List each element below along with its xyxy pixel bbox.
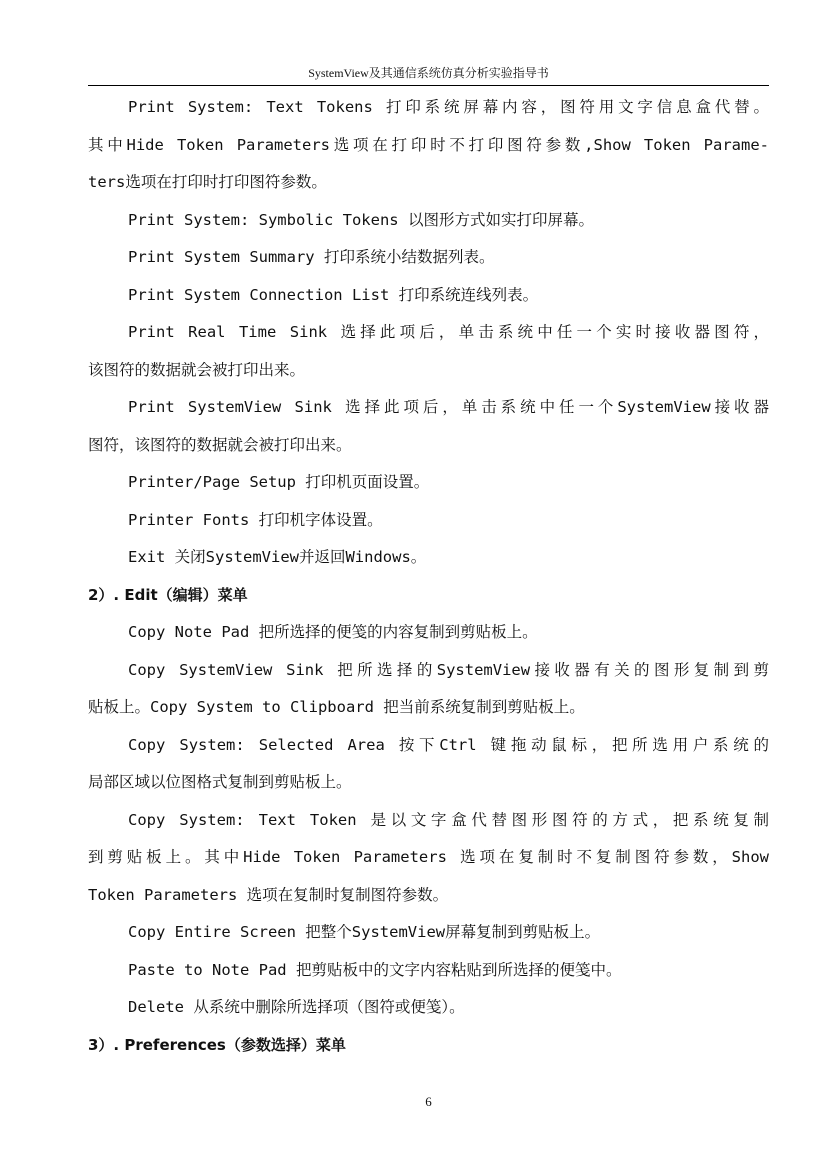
paragraph-line: Print System: Symbolic Tokens 以图形方式如实打印屏幕。 — [128, 211, 594, 229]
paragraph-line: Copy Note Pad 把所选择的便笺的内容复制到剪贴板上。 — [128, 623, 538, 641]
paragraph-line: Copy Entire Screen 把整个SystemView屏幕复制到剪贴板上。 — [128, 923, 601, 941]
paragraph-line: ters选项在打印时打印图符参数。 — [88, 173, 327, 191]
paragraph-line: 到剪贴板上。其中Hide Token Parameters 选项在复制时不复制图符参数，Show — [88, 848, 769, 866]
paragraph-line: 其中Hide Token Parameters选项在打印时不打印图符参数,Show Token Parame- — [88, 136, 769, 154]
paragraph-line: Print Real Time Sink 选择此项后，单击系统中任一个实时接收器图符， — [128, 323, 769, 341]
paragraph-line: Token Parameters 选项在复制时复制图符参数。 — [88, 886, 449, 904]
section-heading-edit: 2）. Edit（编辑）菜单 — [88, 586, 248, 604]
paragraph-line: Delete 从系统中删除所选择项（图符或便笺）。 — [128, 998, 465, 1016]
paragraph-line: Printer/Page Setup 打印机页面设置。 — [128, 473, 430, 491]
page-number: 6 — [425, 1094, 432, 1109]
paragraph-line: 贴板上。Copy System to Clipboard 把当前系统复制到剪贴板上。 — [88, 698, 585, 716]
paragraph-line: Print System Summary 打印系统小结数据列表。 — [128, 248, 495, 266]
running-header: SystemView及其通信系统仿真分析实验指导书 — [308, 66, 549, 80]
paragraph-line: Print System Connection List 打印系统连线列表。 — [128, 286, 539, 304]
paragraph-line: Copy System: Selected Area 按下Ctrl 键拖动鼠标，把所选用户系统的 — [128, 736, 769, 754]
paragraph-line: Copy SystemView Sink 把所选择的SystemView接收器有关的图形复制到剪 — [128, 661, 769, 679]
header-rule — [88, 85, 769, 86]
paragraph-line: Print SystemView Sink 选择此项后，单击系统中任一个SystemView接收器 — [128, 398, 769, 416]
paragraph-line: 该图符的数据就会被打印出来。 — [88, 361, 306, 379]
paragraph-line: Exit 关闭SystemView并返回Windows。 — [128, 548, 427, 566]
paragraph-line: Copy System: Text Token 是以文字盒代替图形图符的方式，把系统复制 — [128, 811, 769, 829]
paragraph-line: Paste to Note Pad 把剪贴板中的文字内容粘贴到所选择的便笺中。 — [128, 961, 622, 979]
paragraph-line: Printer Fonts 打印机字体设置。 — [128, 511, 383, 529]
paragraph-line: 局部区域以位图格式复制到剪贴板上。 — [88, 773, 352, 791]
section-heading-preferences: 3）. Preferences（参数选择）菜单 — [88, 1036, 346, 1054]
paragraph-line: 图符，该图符的数据就会被打印出来。 — [88, 436, 352, 454]
paragraph-line: Print System: Text Tokens 打印系统屏幕内容，图符用文字信息盒代替。 — [128, 98, 769, 116]
